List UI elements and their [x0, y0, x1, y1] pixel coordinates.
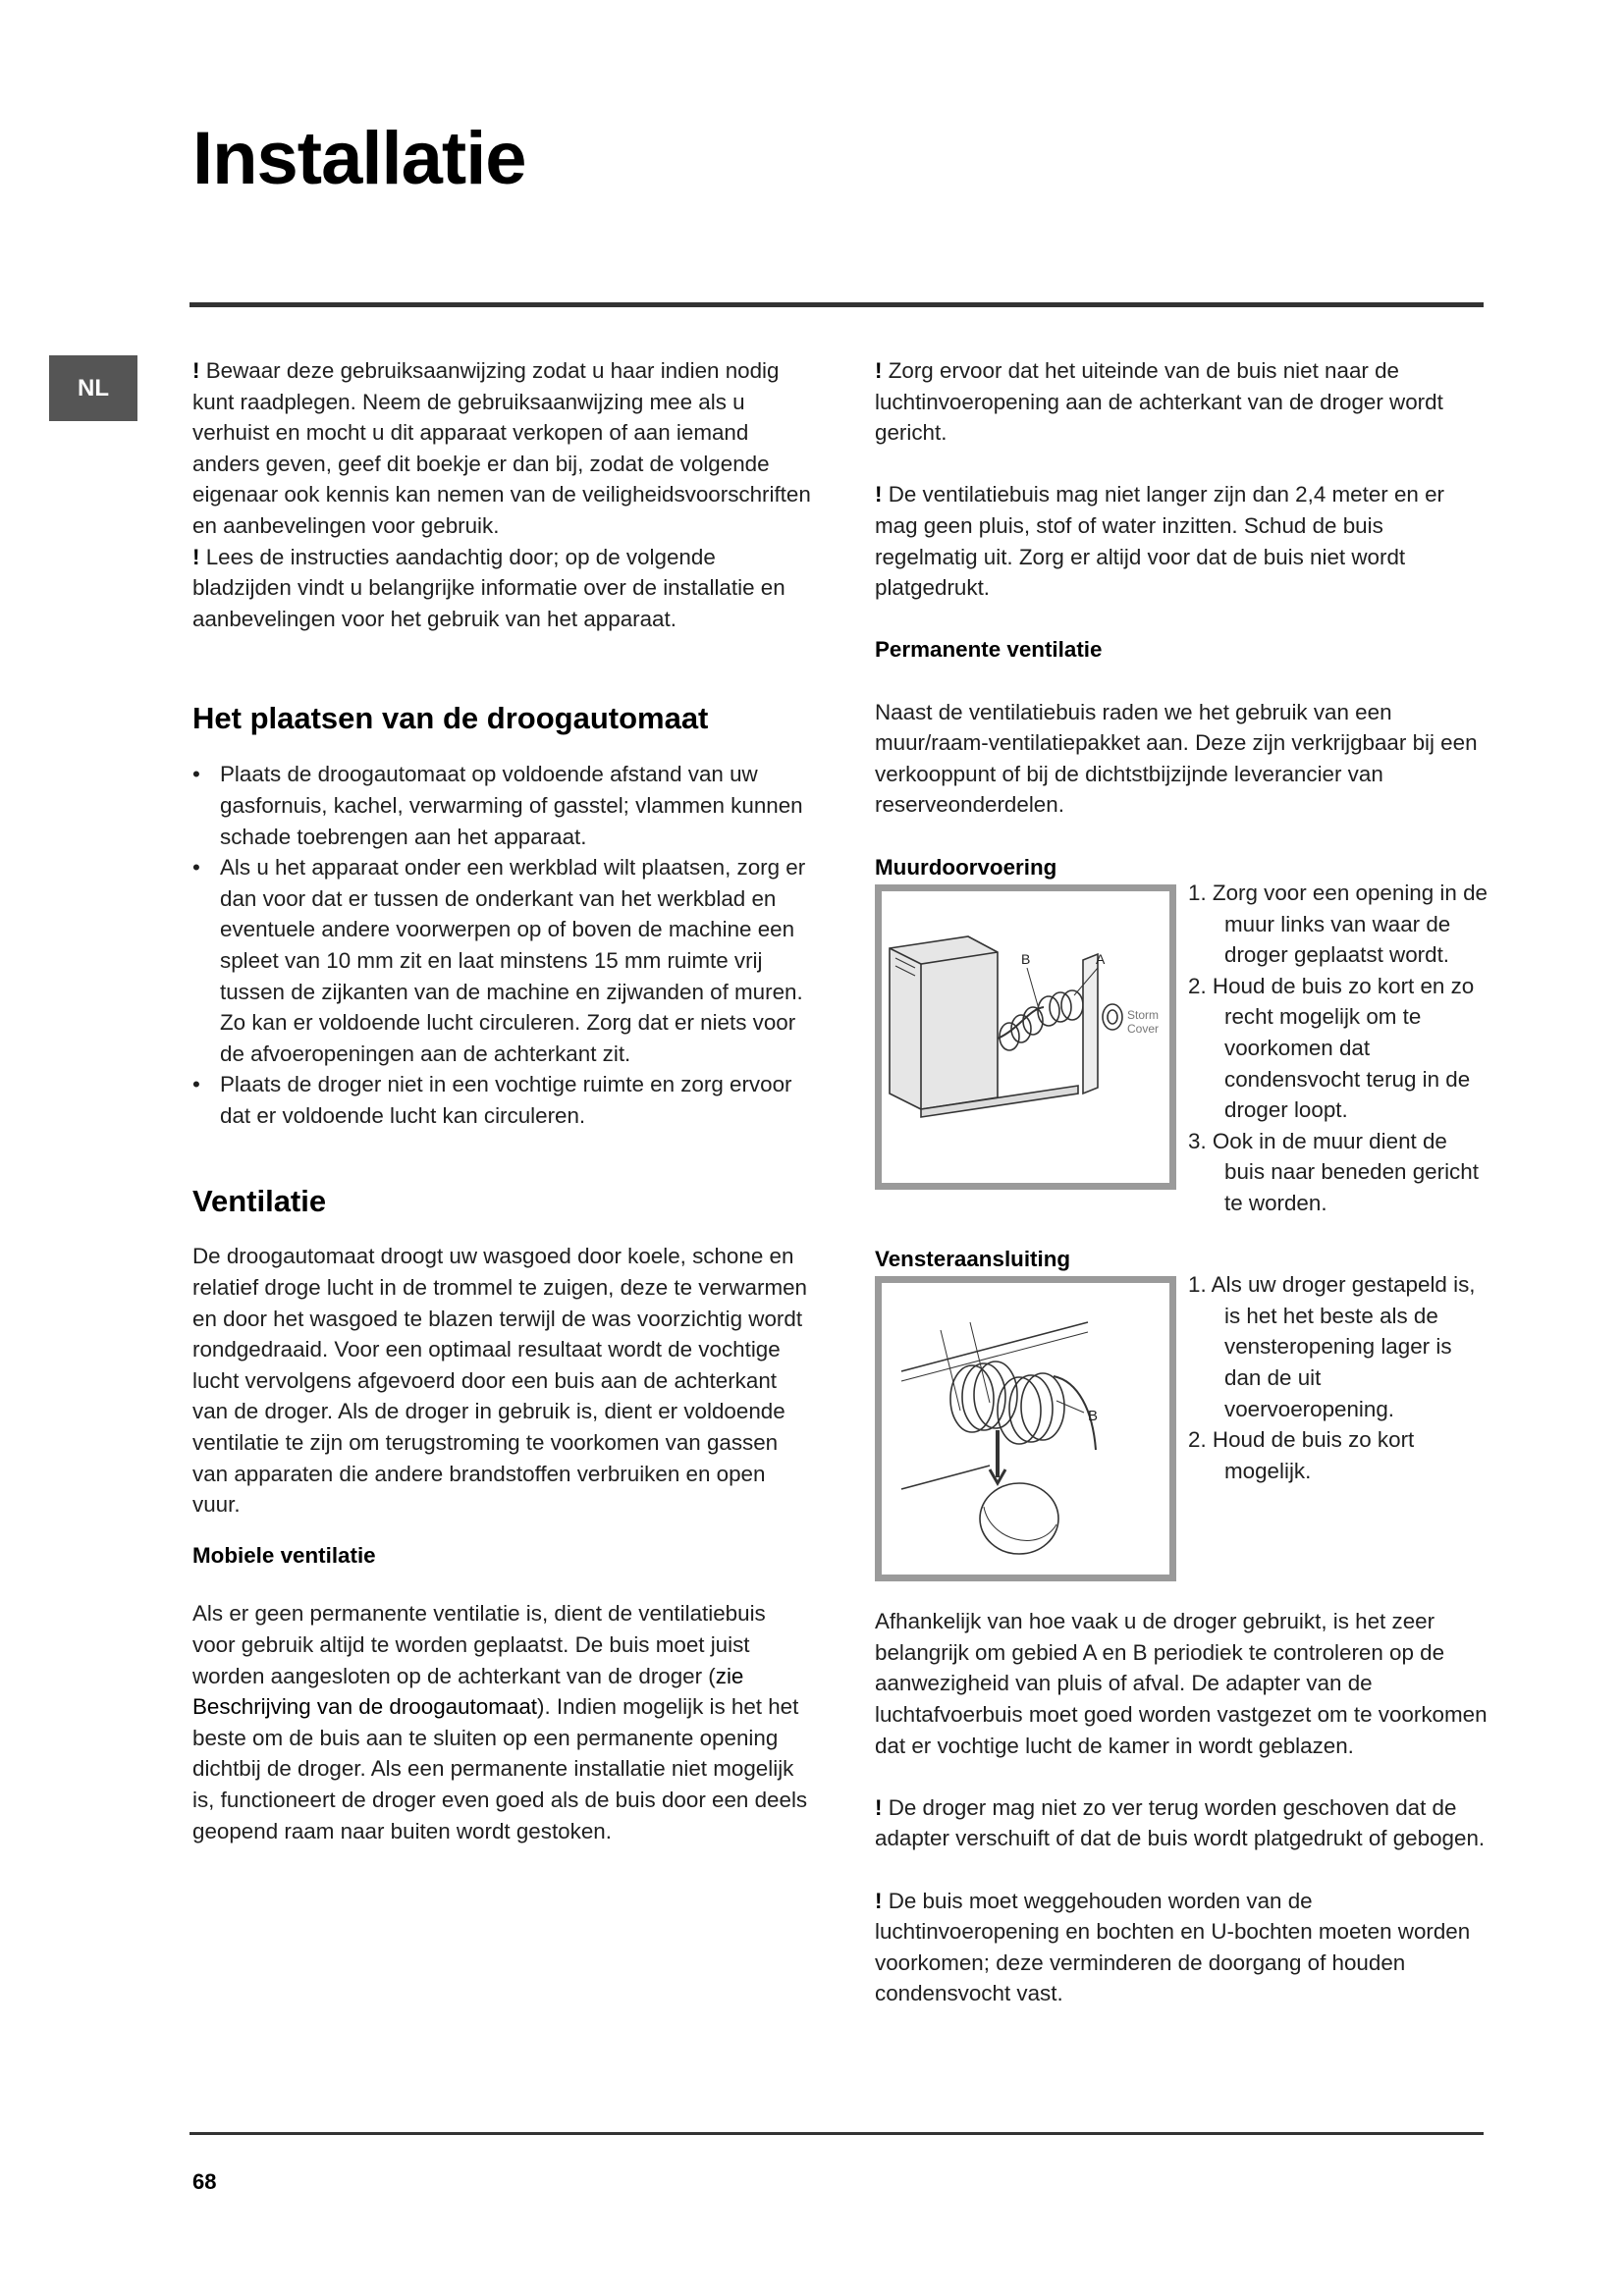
window-connection-steps [1188, 1269, 1489, 1486]
warning-hose-bends: ! De buis moet weggehouden worden van de luchtinvoeropening en bochten en U-bochten moeten worden voorkomen; deze verminderen de doorgang of houden condensvocht vast. [875, 1888, 1471, 2006]
mobile-ventilation-body: Als er geen permanente ventilatie is, dient de ventilatiebuis voor gebruik altijd te worden geplaatst. De buis moet juist worden aangesloten op de achterkant van de droger (zie Beschrijving van de droogautomaat). Indien mogelijk is het het beste om de buis aan te sluiten op een permanente opening dichtbij de droger. Als een permanente installatie niet mogelijk is, functioneert de droger even goed als de buis door een deels geopend raam naar buiten wordt gestoken. [192, 1601, 808, 1843]
wall-duct-steps [1188, 878, 1489, 1219]
list-item: 1. Zorg voor een opening in de muur links van waar de droger geplaatst wordt. [1188, 881, 1488, 968]
list-item: • Als u het apparaat onder een werkblad wilt plaatsen, zorg er dan voor dat er tussen de onderkant van het werkblad en eventuele andere voorwerpen op of boven de machine een spleet van 10 mm zit en laat minstens 15 mm ruimte vrij tussen de zijkanten van de machine en zijwanden of muren. Zo kan er voldoende lucht circuleren. Zorg dat er niets voor de afvoeropeningen aan de achterkant zit. [192, 852, 811, 1069]
maintenance-paragraph: Afhankelijk van hoe vaak u de droger gebruikt, is het zeer belangrijk om gebied A en B periodiek te controleren op de aanwezigheid van pluis of afval. De adapter van de luchtafvoerbuis moet goed worden vastgezet om te voorkomen dat er vochtige lucht de kamer in wordt geblazen. [875, 1609, 1488, 1758]
warning-mark: ! [192, 358, 200, 383]
ventilation-body: De droogautomaat droogt uw wasgoed door koele, schone en relatief droge lucht in de trommel te zuigen, deze te verwarmen en door het wasgoed te blazen terwijl de was voorzichtig wordt rondgedraaid. Voor een optimaal resultaat wordt de vochtige lucht vervolgens afgevoerd door een buis aan de achterkant van de droger. Als de droger in gebruik is, dient er voldoende ventilatie te zijn om terugstroming te voorkomen van gassen van apparaten die andere brandstoffen verbruiken en open vuur. [192, 1244, 808, 1518]
page-title: Installatie [192, 117, 526, 200]
language-badge: NL [49, 355, 137, 421]
list-item: 2. Houd de buis zo kort en zo recht mogelijk om te voorkomen dat condensvocht terug in de droger loopt. [1188, 973, 1475, 1123]
warning-tube-length: ! De ventilatiebuis mag niet langer zijn dan 2,4 meter en er mag geen pluis, stof of water inzitten. Schud de buis regelmatig uit. Zorg er altijd voor dat de buis niet wordt platgedrukt. [875, 482, 1444, 601]
label-b: B [1088, 1408, 1099, 1425]
placing-heading: Het plaatsen van de droogautomaat [192, 701, 709, 736]
top-divider [189, 302, 1484, 307]
window-connection-drawing [882, 1283, 1169, 1575]
intro-paragraph-1: ! Bewaar deze gebruiksaanwijzing zodat u haar indien nodig kunt raadplegen. Neem de gebruiksaanwijzing mee als u verhuist en mocht u dit apparaat verkopen of aan iemand anders geven, geef dit boekje er dan bij, zodat de volgende eigenaar ook kennis kan nemen van de veiligheidsvoorschriften en aanbevelingen voor gebruik. [192, 358, 811, 538]
label-b: B [1021, 951, 1031, 968]
warning-adapter: ! De droger mag niet zo ver terug worden geschoven dat de adapter verschuift of dat de buis wordt platgedrukt of gebogen. [875, 1794, 1486, 1851]
window-connection-illustration [875, 1276, 1176, 1581]
label-cover: Cover [1127, 1022, 1160, 1037]
right-column [875, 355, 1489, 2009]
label-a: A [1096, 951, 1106, 968]
window-connection-section [875, 1274, 1489, 1581]
warning-mark: ! [875, 482, 883, 507]
left-column [192, 355, 811, 1846]
list-item: • Plaats de droger niet in een vochtige ruimte en zorg ervoor dat er voldoende lucht kan circuleren. [192, 1069, 811, 1131]
list-item: 3. Ook in de muur dient de buis naar beneden gericht te worden. [1188, 1128, 1479, 1216]
description-reference: zie Beschrijving van de droogautomaat [192, 1663, 744, 1720]
placing-bullet-list [192, 759, 811, 1131]
page-number: 68 [192, 2169, 217, 2194]
wall-duct-illustration [875, 884, 1176, 1190]
list-item: • Plaats de droogautomaat op voldoende afstand van uw gasfornuis, kachel, verwarming of gasstel; vlammen kunnen schade toebrengen aan het apparaat. [192, 759, 811, 852]
warning-mark: ! [875, 1888, 883, 1913]
window-connection-heading: Vensteraansluiting [875, 1246, 1071, 1271]
list-item: 2. Houd de buis zo kort mogelijk. [1188, 1427, 1415, 1483]
mobile-ventilation-heading: Mobiele ventilatie [192, 1542, 376, 1568]
permanent-ventilation-heading: Permanente ventilatie [875, 637, 1103, 663]
permanent-ventilation-body: Naast de ventilatiebuis raden we het gebruik van een muur/raam-ventilatiepakket aan. Deze zijn verkrijgbaar bij een verkooppunt of bij de dichtstbijzijnde leverancier van reserveonderdelen. [875, 699, 1478, 818]
ventilation-heading: Ventilatie [192, 1184, 327, 1219]
label-storm: Storm [1127, 1008, 1160, 1023]
warning-mark: ! [875, 1794, 883, 1820]
warning-mark: ! [192, 544, 200, 569]
warning-mark: ! [875, 358, 883, 383]
wall-duct-heading: Muurdoorvoering [875, 854, 1057, 880]
wall-duct-drawing [882, 891, 1169, 1183]
wall-duct-section [875, 882, 1489, 1219]
intro-paragraph-2: ! Lees de instructies aandachtig door; op de volgende bladzijden vindt u belangrijke informatie over de installatie en aanbevelingen voor het gebruik van het apparaat. [192, 544, 785, 631]
list-item: 1. Als uw droger gestapeld is, is het het beste als de vensteropening lager is dan de uit voervoeropening. [1188, 1272, 1476, 1421]
warning-tube-direction: ! Zorg ervoor dat het uiteinde van de buis niet naar de luchtinvoeropening aan de achterkant van de droger wordt gericht. [875, 358, 1443, 446]
bottom-divider [189, 2132, 1484, 2135]
